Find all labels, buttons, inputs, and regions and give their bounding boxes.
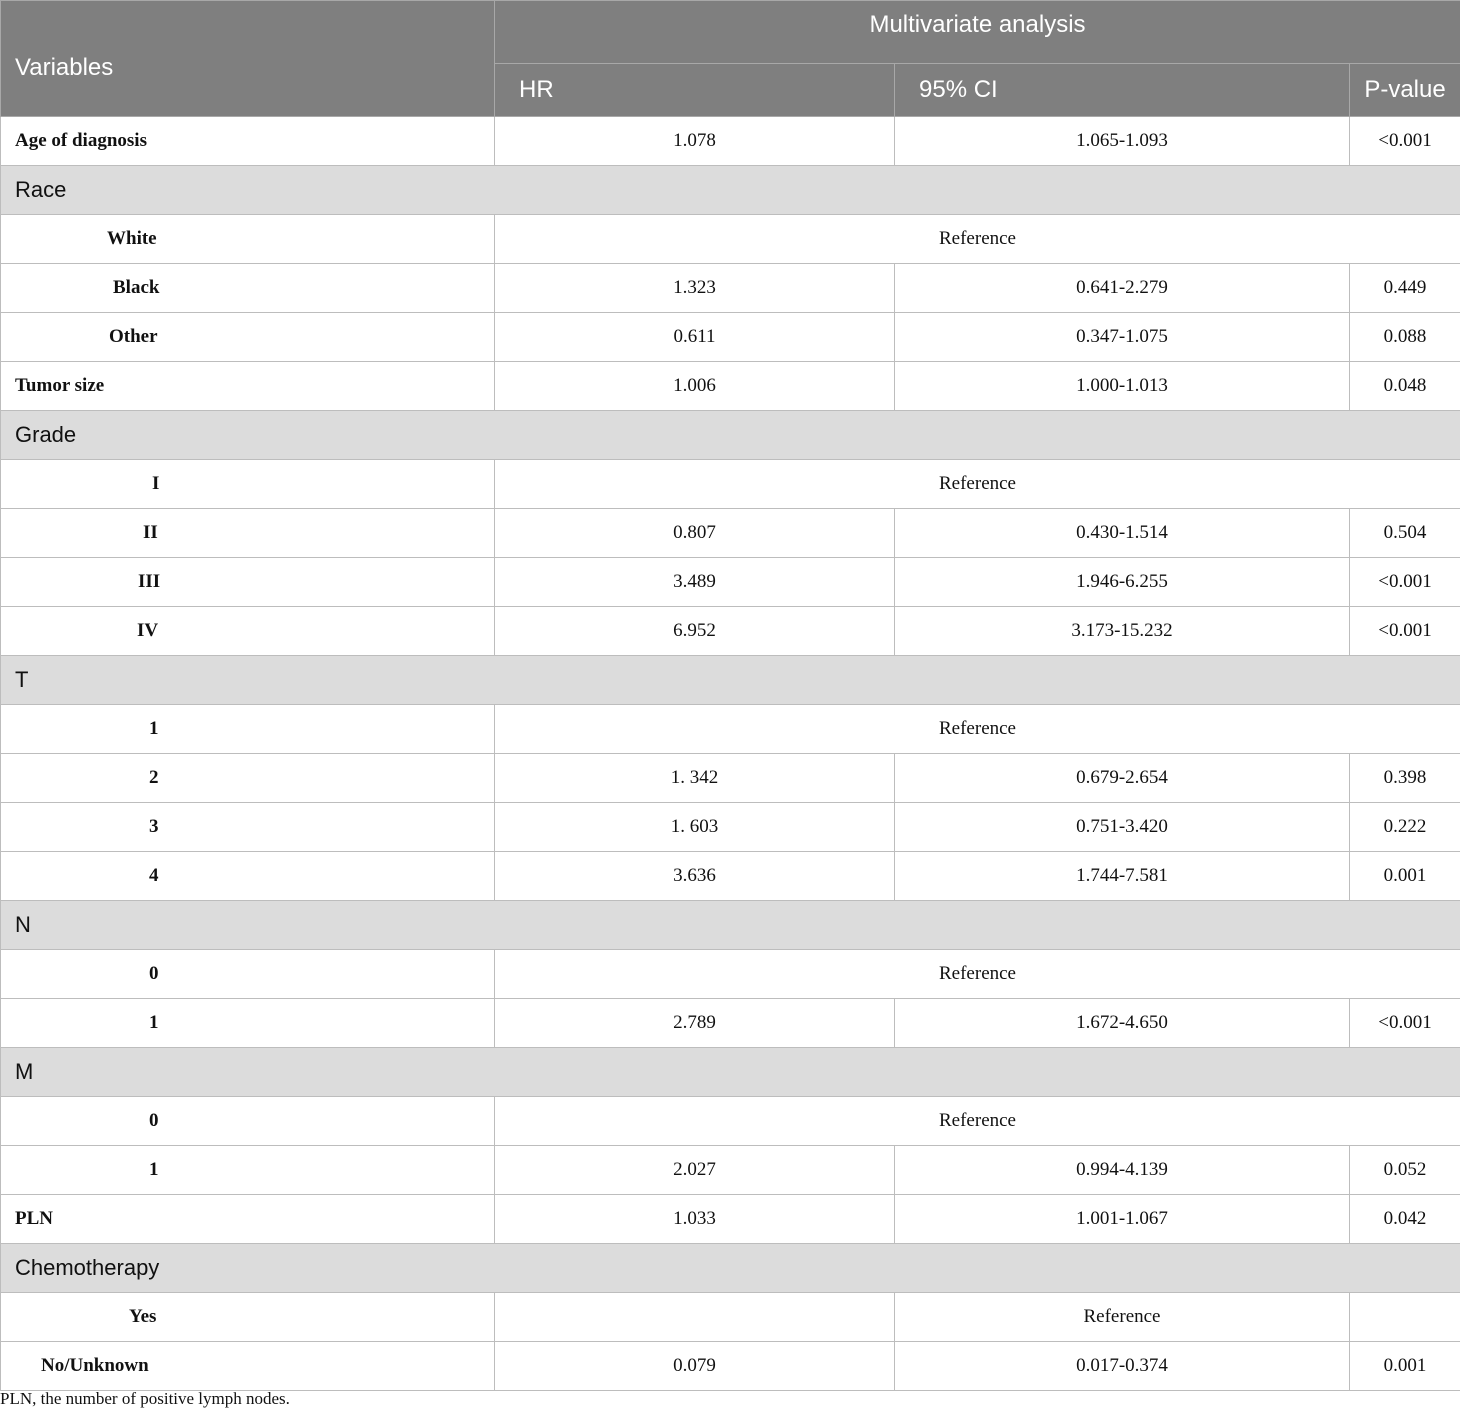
table-row [1, 950, 1460, 999]
reference-cell: Reference [495, 1097, 1460, 1146]
header-ci: 95% CI [895, 64, 1350, 117]
pvalue-cell: 0.398 [1350, 754, 1460, 803]
ci-cell: 1.065-1.093 [895, 117, 1350, 166]
variable-label: Age of diagnosis [1, 117, 495, 166]
variable-label: PLN [1, 1195, 495, 1244]
ci-cell: 0.641-2.279 [895, 264, 1350, 313]
hr-cell: 0.079 [495, 1342, 895, 1391]
group-label: Chemotherapy [1, 1244, 1460, 1293]
hr-cell: 2.027 [495, 1146, 895, 1195]
variable-label: 1 [1, 999, 495, 1048]
pvalue-cell: <0.001 [1350, 558, 1460, 607]
pvalue-cell: 0.449 [1350, 264, 1460, 313]
variable-label: 0 [1, 950, 495, 999]
ci-cell: 0.430-1.514 [895, 509, 1350, 558]
group-label: T [1, 656, 1460, 705]
table-row [1, 558, 1460, 607]
reference-cell: Reference [495, 705, 1460, 754]
pvalue-cell: 0.504 [1350, 509, 1460, 558]
table-row [1, 264, 1460, 313]
pvalue-cell: 0.001 [1350, 1342, 1460, 1391]
hr-cell: 0.807 [495, 509, 895, 558]
group-row [1, 166, 1460, 215]
hr-cell: 1.323 [495, 264, 895, 313]
variable-label: Other [1, 313, 495, 362]
group-row [1, 1244, 1460, 1293]
pvalue-cell: <0.001 [1350, 607, 1460, 656]
ci-cell: 1.672-4.650 [895, 999, 1350, 1048]
group-label: Race [1, 166, 1460, 215]
variable-label: III [1, 558, 495, 607]
table-row [1, 754, 1460, 803]
table-row [1, 852, 1460, 901]
group-row [1, 901, 1460, 950]
ci-cell: 1.000-1.013 [895, 362, 1350, 411]
table-row [1, 1097, 1460, 1146]
header-variables: Variables [1, 1, 495, 117]
ci-cell: 1.744-7.581 [895, 852, 1350, 901]
ci-cell: 3.173-15.232 [895, 607, 1350, 656]
ci-cell: 0.679-2.654 [895, 754, 1350, 803]
variable-label: Yes [1, 1293, 495, 1342]
ci-cell: Reference [895, 1293, 1350, 1342]
table-row [1, 313, 1460, 362]
hr-cell: 6.952 [495, 607, 895, 656]
ci-cell: 1.001-1.067 [895, 1195, 1350, 1244]
variable-label: Black [1, 264, 495, 313]
hr-cell: 1. 342 [495, 754, 895, 803]
ci-cell: 0.017-0.374 [895, 1342, 1350, 1391]
hr-cell: 2.789 [495, 999, 895, 1048]
variable-label: IV [1, 607, 495, 656]
pvalue-cell: 0.001 [1350, 852, 1460, 901]
hr-cell: 1.078 [495, 117, 895, 166]
table-row [1, 999, 1460, 1048]
table-row [1, 803, 1460, 852]
ci-cell: 0.751-3.420 [895, 803, 1350, 852]
group-row [1, 411, 1460, 460]
pvalue-cell: 0.048 [1350, 362, 1460, 411]
reference-cell: Reference [495, 215, 1460, 264]
variable-label: 0 [1, 1097, 495, 1146]
pvalue-cell: 0.222 [1350, 803, 1460, 852]
hr-cell: 3.636 [495, 852, 895, 901]
reference-cell: Reference [495, 950, 1460, 999]
variable-label: 1 [1, 1146, 495, 1195]
hr-cell: 1.006 [495, 362, 895, 411]
variable-label: No/Unknown [1, 1342, 495, 1391]
variable-label: II [1, 509, 495, 558]
pvalue-cell: 0.052 [1350, 1146, 1460, 1195]
variable-label: I [1, 460, 495, 509]
table-footnote: PLN, the number of positive lymph nodes. [0, 1389, 290, 1408]
hr-cell [495, 1293, 895, 1342]
table-row [1, 705, 1460, 754]
ci-cell: 0.994-4.139 [895, 1146, 1350, 1195]
variable-label: Tumor size [1, 362, 495, 411]
reference-cell: Reference [495, 460, 1460, 509]
ci-cell: 0.347-1.075 [895, 313, 1350, 362]
header-multivariate: Multivariate analysis [495, 1, 1460, 64]
header-pvalue: P-value [1350, 64, 1460, 117]
hr-cell: 3.489 [495, 558, 895, 607]
variable-label: White [1, 215, 495, 264]
variable-label: 1 [1, 705, 495, 754]
variable-label: 4 [1, 852, 495, 901]
header-hr: HR [495, 64, 895, 117]
table-row [1, 215, 1460, 264]
variable-label: 3 [1, 803, 495, 852]
group-label: N [1, 901, 1460, 950]
hr-cell: 1. 603 [495, 803, 895, 852]
group-row [1, 1048, 1460, 1097]
table-row [1, 1293, 1460, 1342]
hr-cell: 0.611 [495, 313, 895, 362]
table-row [1, 1195, 1460, 1244]
table-row [1, 1342, 1460, 1391]
header-row-1 [1, 1, 1460, 64]
pvalue-cell: 0.042 [1350, 1195, 1460, 1244]
group-row [1, 656, 1460, 705]
table-row [1, 509, 1460, 558]
group-label: M [1, 1048, 1460, 1097]
table-row [1, 460, 1460, 509]
pvalue-cell: <0.001 [1350, 117, 1460, 166]
pvalue-cell: 0.088 [1350, 313, 1460, 362]
table-row [1, 607, 1460, 656]
group-label: Grade [1, 411, 1460, 460]
table-row [1, 117, 1460, 166]
ci-cell: 1.946-6.255 [895, 558, 1350, 607]
hr-cell: 1.033 [495, 1195, 895, 1244]
table-row [1, 1146, 1460, 1195]
pvalue-cell: <0.001 [1350, 999, 1460, 1048]
table-row [1, 362, 1460, 411]
variable-label: 2 [1, 754, 495, 803]
pvalue-cell [1350, 1293, 1460, 1342]
table-body [1, 117, 1460, 1391]
